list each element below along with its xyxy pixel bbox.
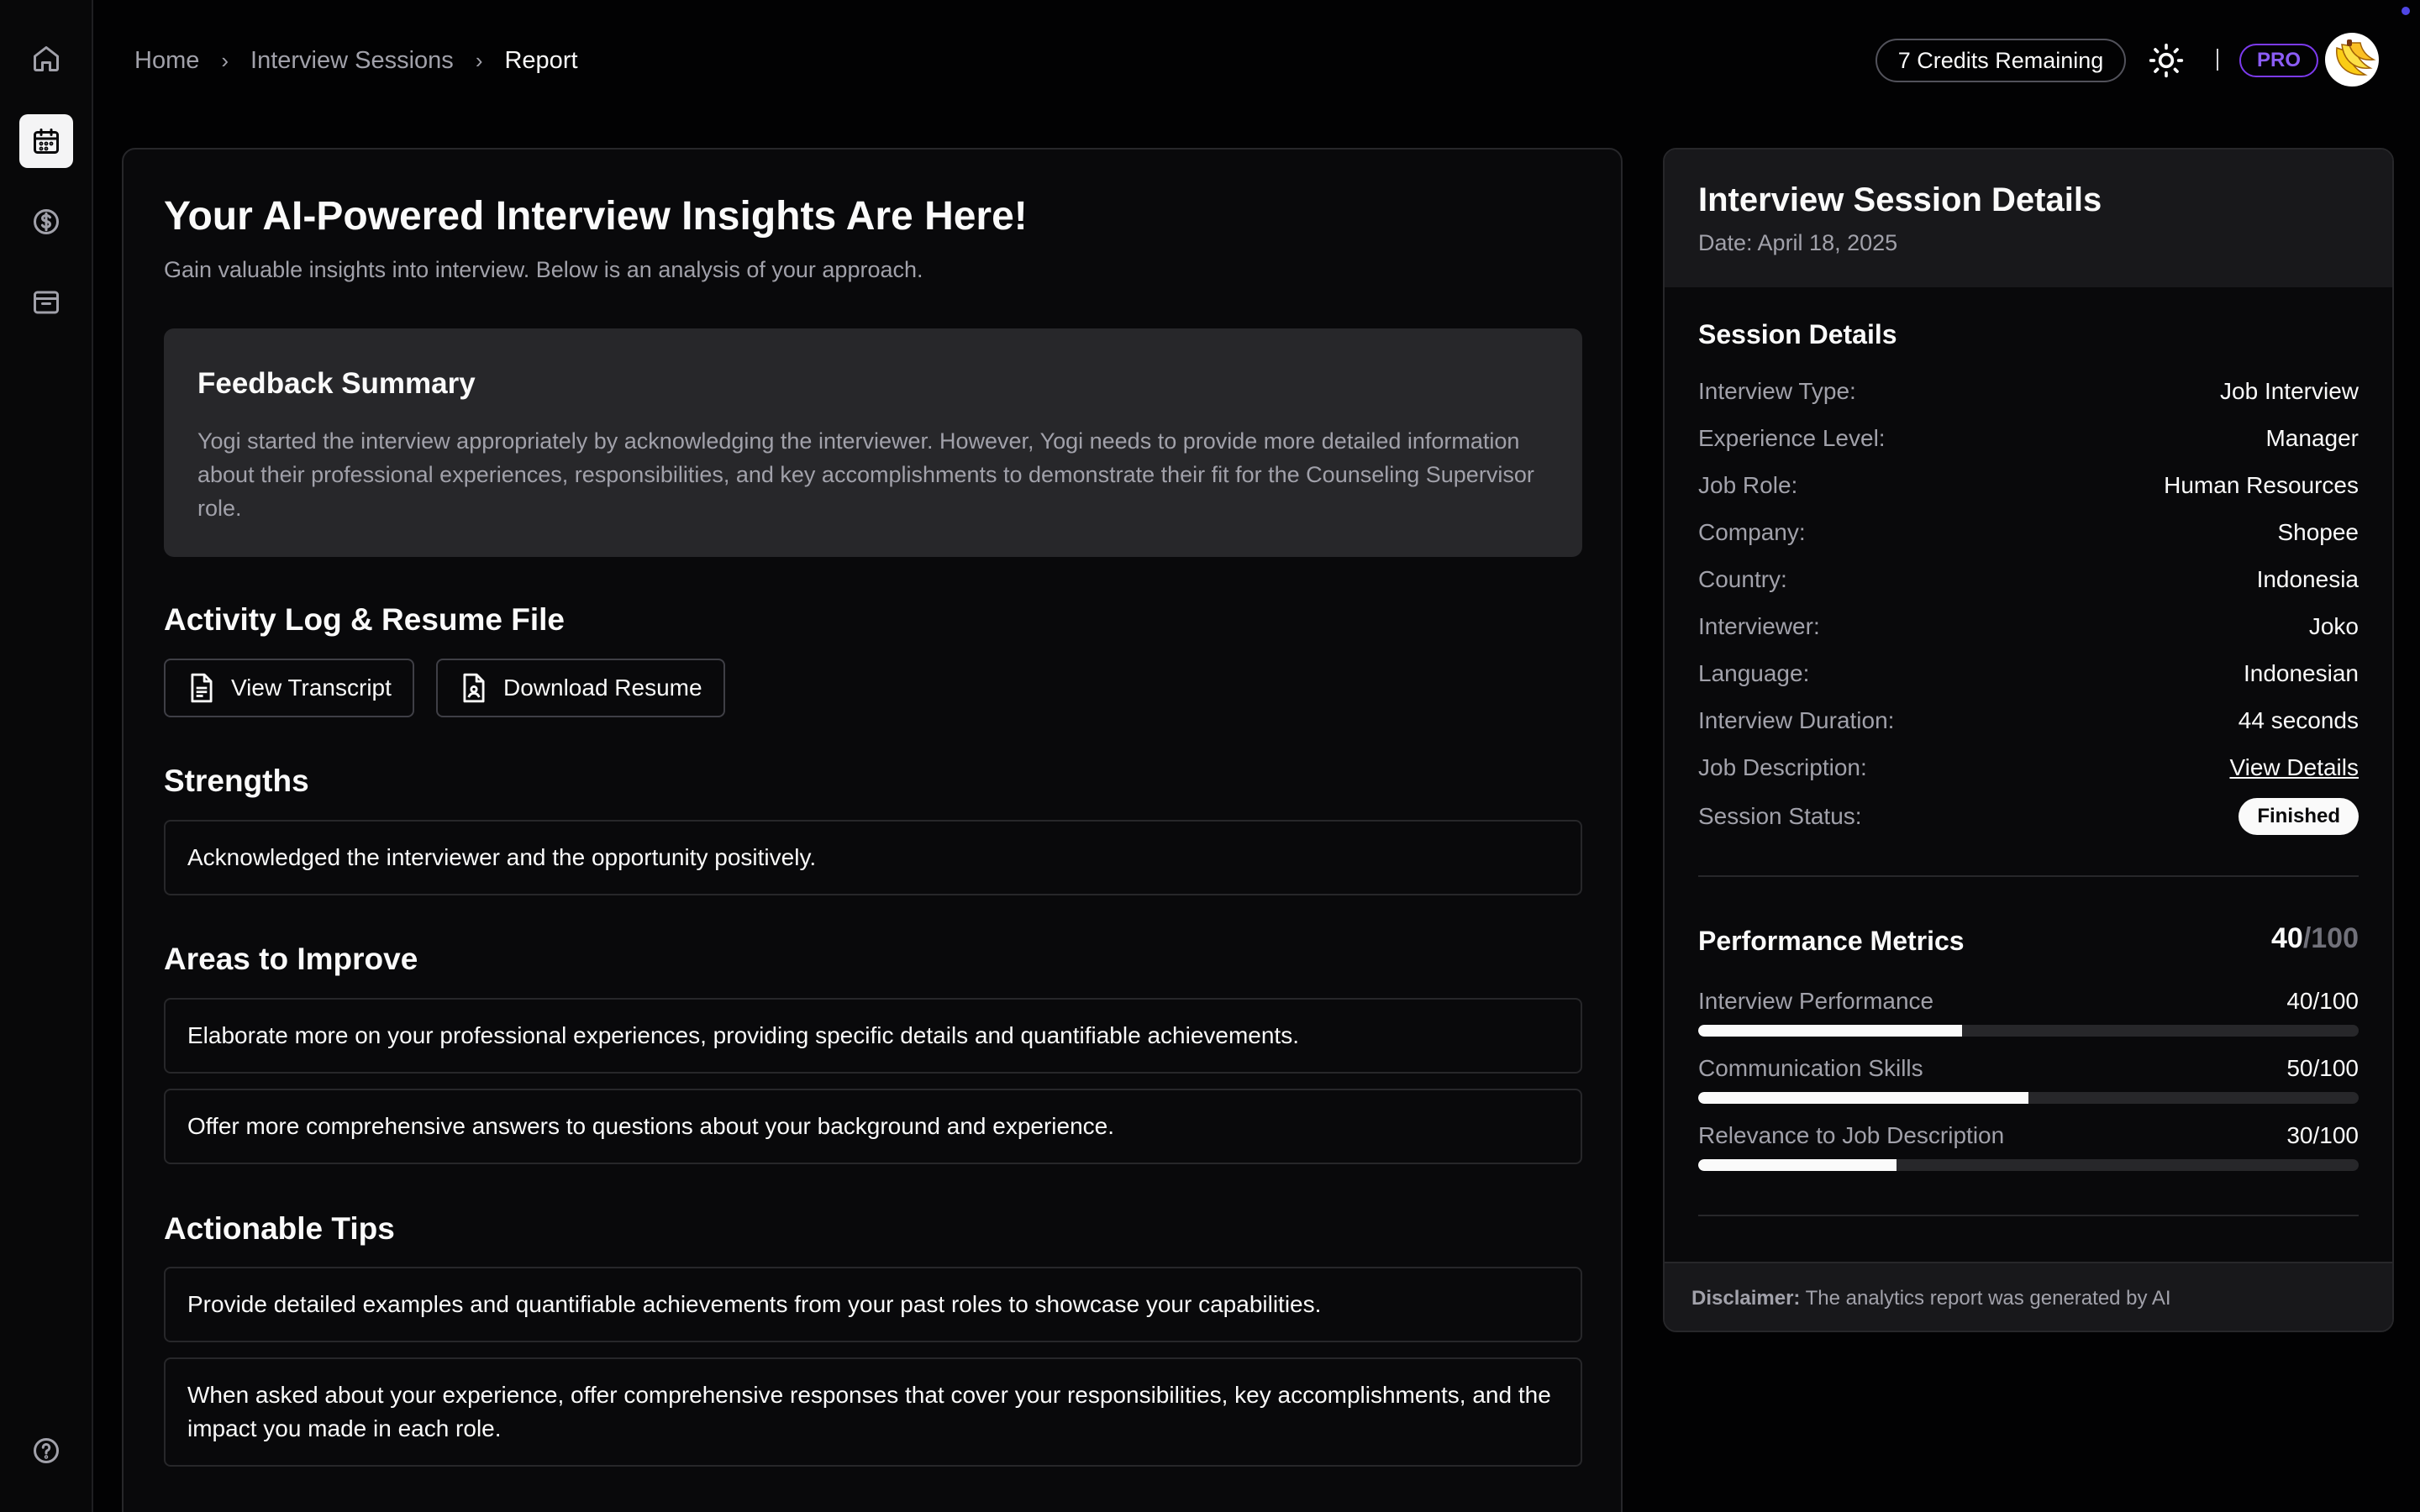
detail-row <box>1698 751 2359 785</box>
detail-label: Job Role: <box>1698 472 1798 498</box>
strength-text: Acknowledged the interviewer and the opportunity positively. <box>187 844 817 870</box>
divider <box>1698 1215 2359 1216</box>
job-description-link[interactable]: View Details <box>2229 754 2359 780</box>
pro-badge: PRO <box>2239 44 2318 77</box>
sidebar-item-billing[interactable] <box>19 195 73 249</box>
list-item <box>164 1357 1582 1467</box>
metric-label: Communication Skills <box>1698 1055 1923 1081</box>
metric-value: 30/100 <box>2286 1122 2359 1148</box>
metric-label: Interview Performance <box>1698 988 1934 1014</box>
disclaimer-label: Disclaimer: <box>1691 1287 1801 1310</box>
detail-row <box>1698 422 2359 455</box>
detail-value: Human Resources <box>2164 472 2359 498</box>
status-badge: Finished <box>2238 798 2359 835</box>
sidebar-item-sessions[interactable] <box>19 114 73 168</box>
home-icon <box>31 44 61 74</box>
chevron-right-icon: › <box>475 47 483 73</box>
list-item <box>164 1267 1582 1342</box>
session-details-title: Interview Session Details <box>1698 181 2102 218</box>
overall-score <box>2271 922 2359 955</box>
actionable-tips-title: Actionable Tips <box>164 1211 395 1246</box>
detail-label: Interview Type: <box>1698 378 1856 404</box>
progress-bar <box>1698 1159 2359 1171</box>
download-resume-label: Download Resume <box>503 675 702 701</box>
notification-dot <box>2402 7 2410 15</box>
detail-label: Interview Duration: <box>1698 707 1895 733</box>
detail-row <box>1698 657 2359 690</box>
feedback-summary-text: Yogi started the interview appropriately by acknowledging the interviewer. However, Yogi needs to provide more detailed information about their professional experiences, responsibilities, and key accomplishments to demonstrate their fit for the Counseling Supervisor role. <box>197 428 1534 521</box>
progress-bar-fill <box>1698 1159 1897 1171</box>
tip-text: Provide detailed examples and quantifiable achievements from your past roles to showcase your capabilities. <box>187 1291 1322 1317</box>
view-transcript-label: View Transcript <box>231 675 392 701</box>
page-title: Your AI-Powered Interview Insights Are Here! <box>164 194 1028 239</box>
download-resume-button[interactable] <box>436 659 725 717</box>
session-details-header <box>1665 150 2394 287</box>
detail-value: 44 seconds <box>2238 707 2359 733</box>
detail-value: Indonesia <box>2256 566 2359 592</box>
avatar[interactable] <box>2325 33 2379 87</box>
detail-value: Manager <box>2265 425 2359 451</box>
disclaimer <box>1691 1287 2171 1310</box>
sidebar-item-home[interactable] <box>19 32 73 86</box>
feedback-summary <box>164 328 1582 557</box>
detail-value: Shopee <box>2277 519 2359 545</box>
detail-label: Language: <box>1698 660 1810 686</box>
detail-label: Job Description: <box>1698 754 1867 780</box>
sidebar <box>0 0 93 1512</box>
header-separator <box>2217 49 2218 71</box>
list-item <box>164 998 1582 1074</box>
detail-label: Experience Level: <box>1698 425 1886 451</box>
insights-card <box>122 148 1623 1512</box>
disclaimer-footer <box>1665 1262 2394 1332</box>
metric-value: 40/100 <box>2286 988 2359 1014</box>
sidebar-item-inbox[interactable] <box>19 276 73 329</box>
strengths-title: Strengths <box>164 764 309 798</box>
overall-score-value: 40 <box>2270 922 2303 954</box>
banana-icon <box>2325 33 2379 87</box>
progress-bar-fill <box>1698 1092 2028 1104</box>
metric-value: 50/100 <box>2286 1055 2359 1081</box>
document-icon <box>187 672 216 704</box>
detail-row <box>1698 469 2359 502</box>
inbox-icon <box>31 287 61 318</box>
detail-value: Joko <box>2308 613 2359 639</box>
detail-row <box>1698 704 2359 738</box>
help-button[interactable] <box>19 1424 73 1478</box>
metric-label: Relevance to Job Description <box>1698 1122 2005 1148</box>
list-item <box>164 820 1582 895</box>
detail-value: Job Interview <box>2220 378 2359 404</box>
credits-badge[interactable]: 7 Credits Remaining <box>1876 39 2126 82</box>
detail-label: Interviewer: <box>1698 613 1820 639</box>
dollar-icon <box>31 207 61 237</box>
sun-icon[interactable] <box>2148 42 2185 79</box>
list-item <box>164 1089 1582 1164</box>
disclaimer-text: The analytics report was generated by AI <box>1805 1287 2171 1310</box>
session-details-subtitle: Session Details <box>1698 319 1897 349</box>
tip-text: When asked about your experience, offer comprehensive responses that cover your responsibilities, key accomplishments, and the impact you made in each role. <box>187 1382 1551 1441</box>
detail-row <box>1698 516 2359 549</box>
feedback-summary-title: Feedback Summary <box>197 367 476 400</box>
session-date: Date: April 18, 2025 <box>1698 230 1898 255</box>
detail-value: Indonesian <box>2243 660 2359 686</box>
breadcrumb <box>134 44 578 77</box>
overall-score-max: /100 <box>2302 922 2359 954</box>
resume-file-icon <box>460 672 488 704</box>
improve-text: Offer more comprehensive answers to questions about your background and experience. <box>187 1113 1115 1139</box>
progress-bar-fill <box>1698 1025 1962 1037</box>
help-icon <box>31 1436 61 1466</box>
progress-bar <box>1698 1025 2359 1037</box>
performance-metrics-title: Performance Metrics <box>1698 926 1965 956</box>
detail-row <box>1698 800 2359 833</box>
progress-bar <box>1698 1092 2359 1104</box>
calendar-icon <box>31 126 61 156</box>
chevron-right-icon: › <box>221 47 229 73</box>
improve-text: Elaborate more on your professional experiences, providing specific details and quantifiable achievements. <box>187 1022 1299 1048</box>
detail-label: Session Status: <box>1698 803 1862 829</box>
areas-to-improve-title: Areas to Improve <box>164 942 418 976</box>
detail-row <box>1698 610 2359 643</box>
divider <box>1698 875 2359 877</box>
breadcrumb-home[interactable]: Home <box>134 46 200 74</box>
metric-row <box>1698 1055 2359 1082</box>
metric-row <box>1698 988 2359 1015</box>
view-transcript-button[interactable] <box>164 659 414 717</box>
page-subtitle: Gain valuable insights into interview. Below is an analysis of your approach. <box>164 257 923 282</box>
metric-row <box>1698 1122 2359 1149</box>
detail-row <box>1698 563 2359 596</box>
activity-log-title: Activity Log & Resume File <box>164 602 565 637</box>
breadcrumb-current: Report <box>504 46 578 74</box>
breadcrumb-sessions[interactable]: Interview Sessions <box>250 46 454 74</box>
session-details-card <box>1663 148 2394 1332</box>
detail-label: Country: <box>1698 566 1787 592</box>
detail-row <box>1698 375 2359 408</box>
detail-label: Company: <box>1698 519 1806 545</box>
